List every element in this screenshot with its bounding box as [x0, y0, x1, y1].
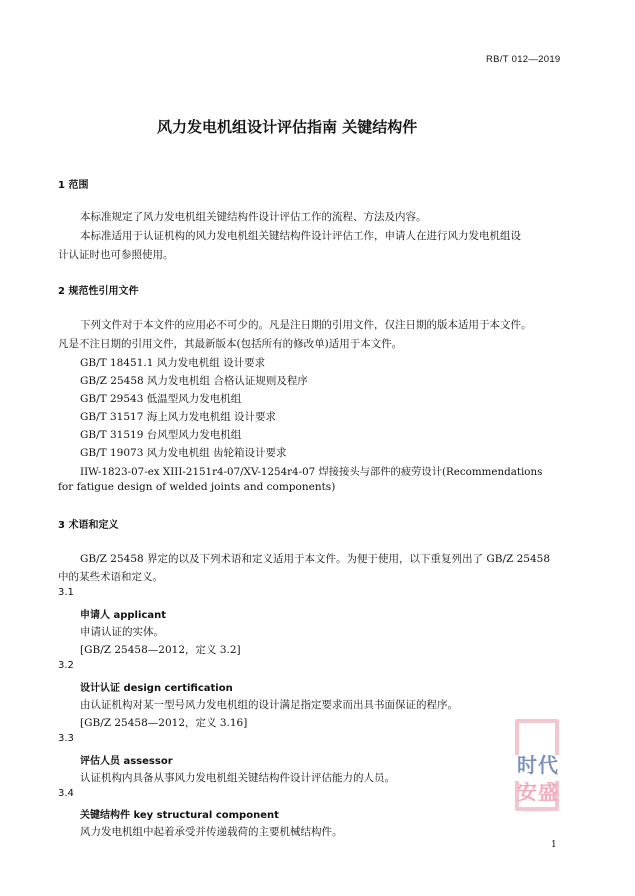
term-number: 3.3: [58, 733, 74, 744]
reference-iiw-a: IIW-1823-07-ex XIII-2151r4-07/XV-1254r4-07 焊接接头与部件的疲劳设计(Recommendations: [80, 466, 543, 478]
section-2-heading: 2 规范性引用文件: [58, 286, 139, 297]
term-name: 关键结构件 key structural component: [80, 810, 279, 821]
section-2-intro-b: 凡是不注日期的引用文件，其最新版本(包括所有的修改单)适用于本文件。: [58, 338, 403, 350]
section-3-intro-a: GB/Z 25458 界定的以及下列术语和定义适用于本文件。为便于使用，以下重复列出了 GB/Z 25458: [80, 553, 551, 565]
reference-item: GB/T 18451.1 风力发电机组 设计要求: [80, 357, 266, 369]
term-name: 设计认证 design certification: [80, 683, 233, 694]
watermark-text-1: 时代: [517, 753, 559, 777]
term-definition: 由认证机构对某一型号风力发电机组的设计满足指定要求而出具书面保证的程序。: [80, 699, 458, 711]
term-definition: 申请认证的实体。: [80, 626, 164, 638]
watermark-logo: [497, 719, 579, 811]
watermark-text-2: 安盛: [517, 780, 559, 804]
reference-iiw-b: for fatigue design of welded joints and components): [58, 481, 336, 493]
term-name: 申请人 applicant: [80, 610, 166, 621]
reference-item: GB/Z 25458 风力发电机组 合格认证规则及程序: [80, 375, 308, 387]
standard-code: RB/T 012—2019: [486, 54, 561, 65]
reference-item: GB/T 31517 海上风力发电机组 设计要求: [80, 411, 277, 423]
section-2-intro-a: 下列文件对于本文件的应用必不可少的。凡是注日期的引用文件，仅注日期的版本适用于本文件。: [80, 319, 532, 331]
reference-item: GB/T 31519 台风型风力发电机组: [80, 429, 242, 441]
section-1-para-2b: 计认证时也可参照使用。: [58, 249, 174, 261]
section-1-heading: 1 范围: [58, 180, 89, 191]
page-number: 1: [551, 840, 557, 850]
term-number: 3.4: [58, 788, 74, 799]
term-definition: 风力发电机组中起着承受并传递载荷的主要机械结构件。: [80, 826, 343, 838]
term-source: [GB/Z 25458—2012，定义 3.2]: [80, 644, 241, 656]
term-number: 3.2: [58, 660, 74, 671]
term-definition: 认证机构内具备从事风力发电机组关键结构件设计评估能力的人员。: [80, 772, 395, 784]
section-1-para-2a: 本标准适用于认证机构的风力发电机组关键结构件设计评估工作，申请人在进行风力发电机组设: [80, 230, 521, 242]
term-number: 3.1: [58, 587, 74, 598]
term-name: 评估人员 assessor: [80, 756, 173, 767]
section-1-para-1: 本标准规定了风力发电机组关键结构件设计评估工作的流程、方法及内容。: [80, 211, 427, 223]
reference-item: GB/T 19073 风力发电机组 齿轮箱设计要求: [80, 447, 287, 459]
reference-item: GB/T 29543 低温型风力发电机组: [80, 393, 242, 405]
section-3-intro-b: 中的某些术语和定义。: [58, 571, 163, 583]
document-title: 风力发电机组设计评估指南 关键结构件: [157, 118, 418, 136]
term-source: [GB/Z 25458—2012，定义 3.16]: [80, 717, 248, 729]
section-3-heading: 3 术语和定义: [58, 520, 119, 531]
